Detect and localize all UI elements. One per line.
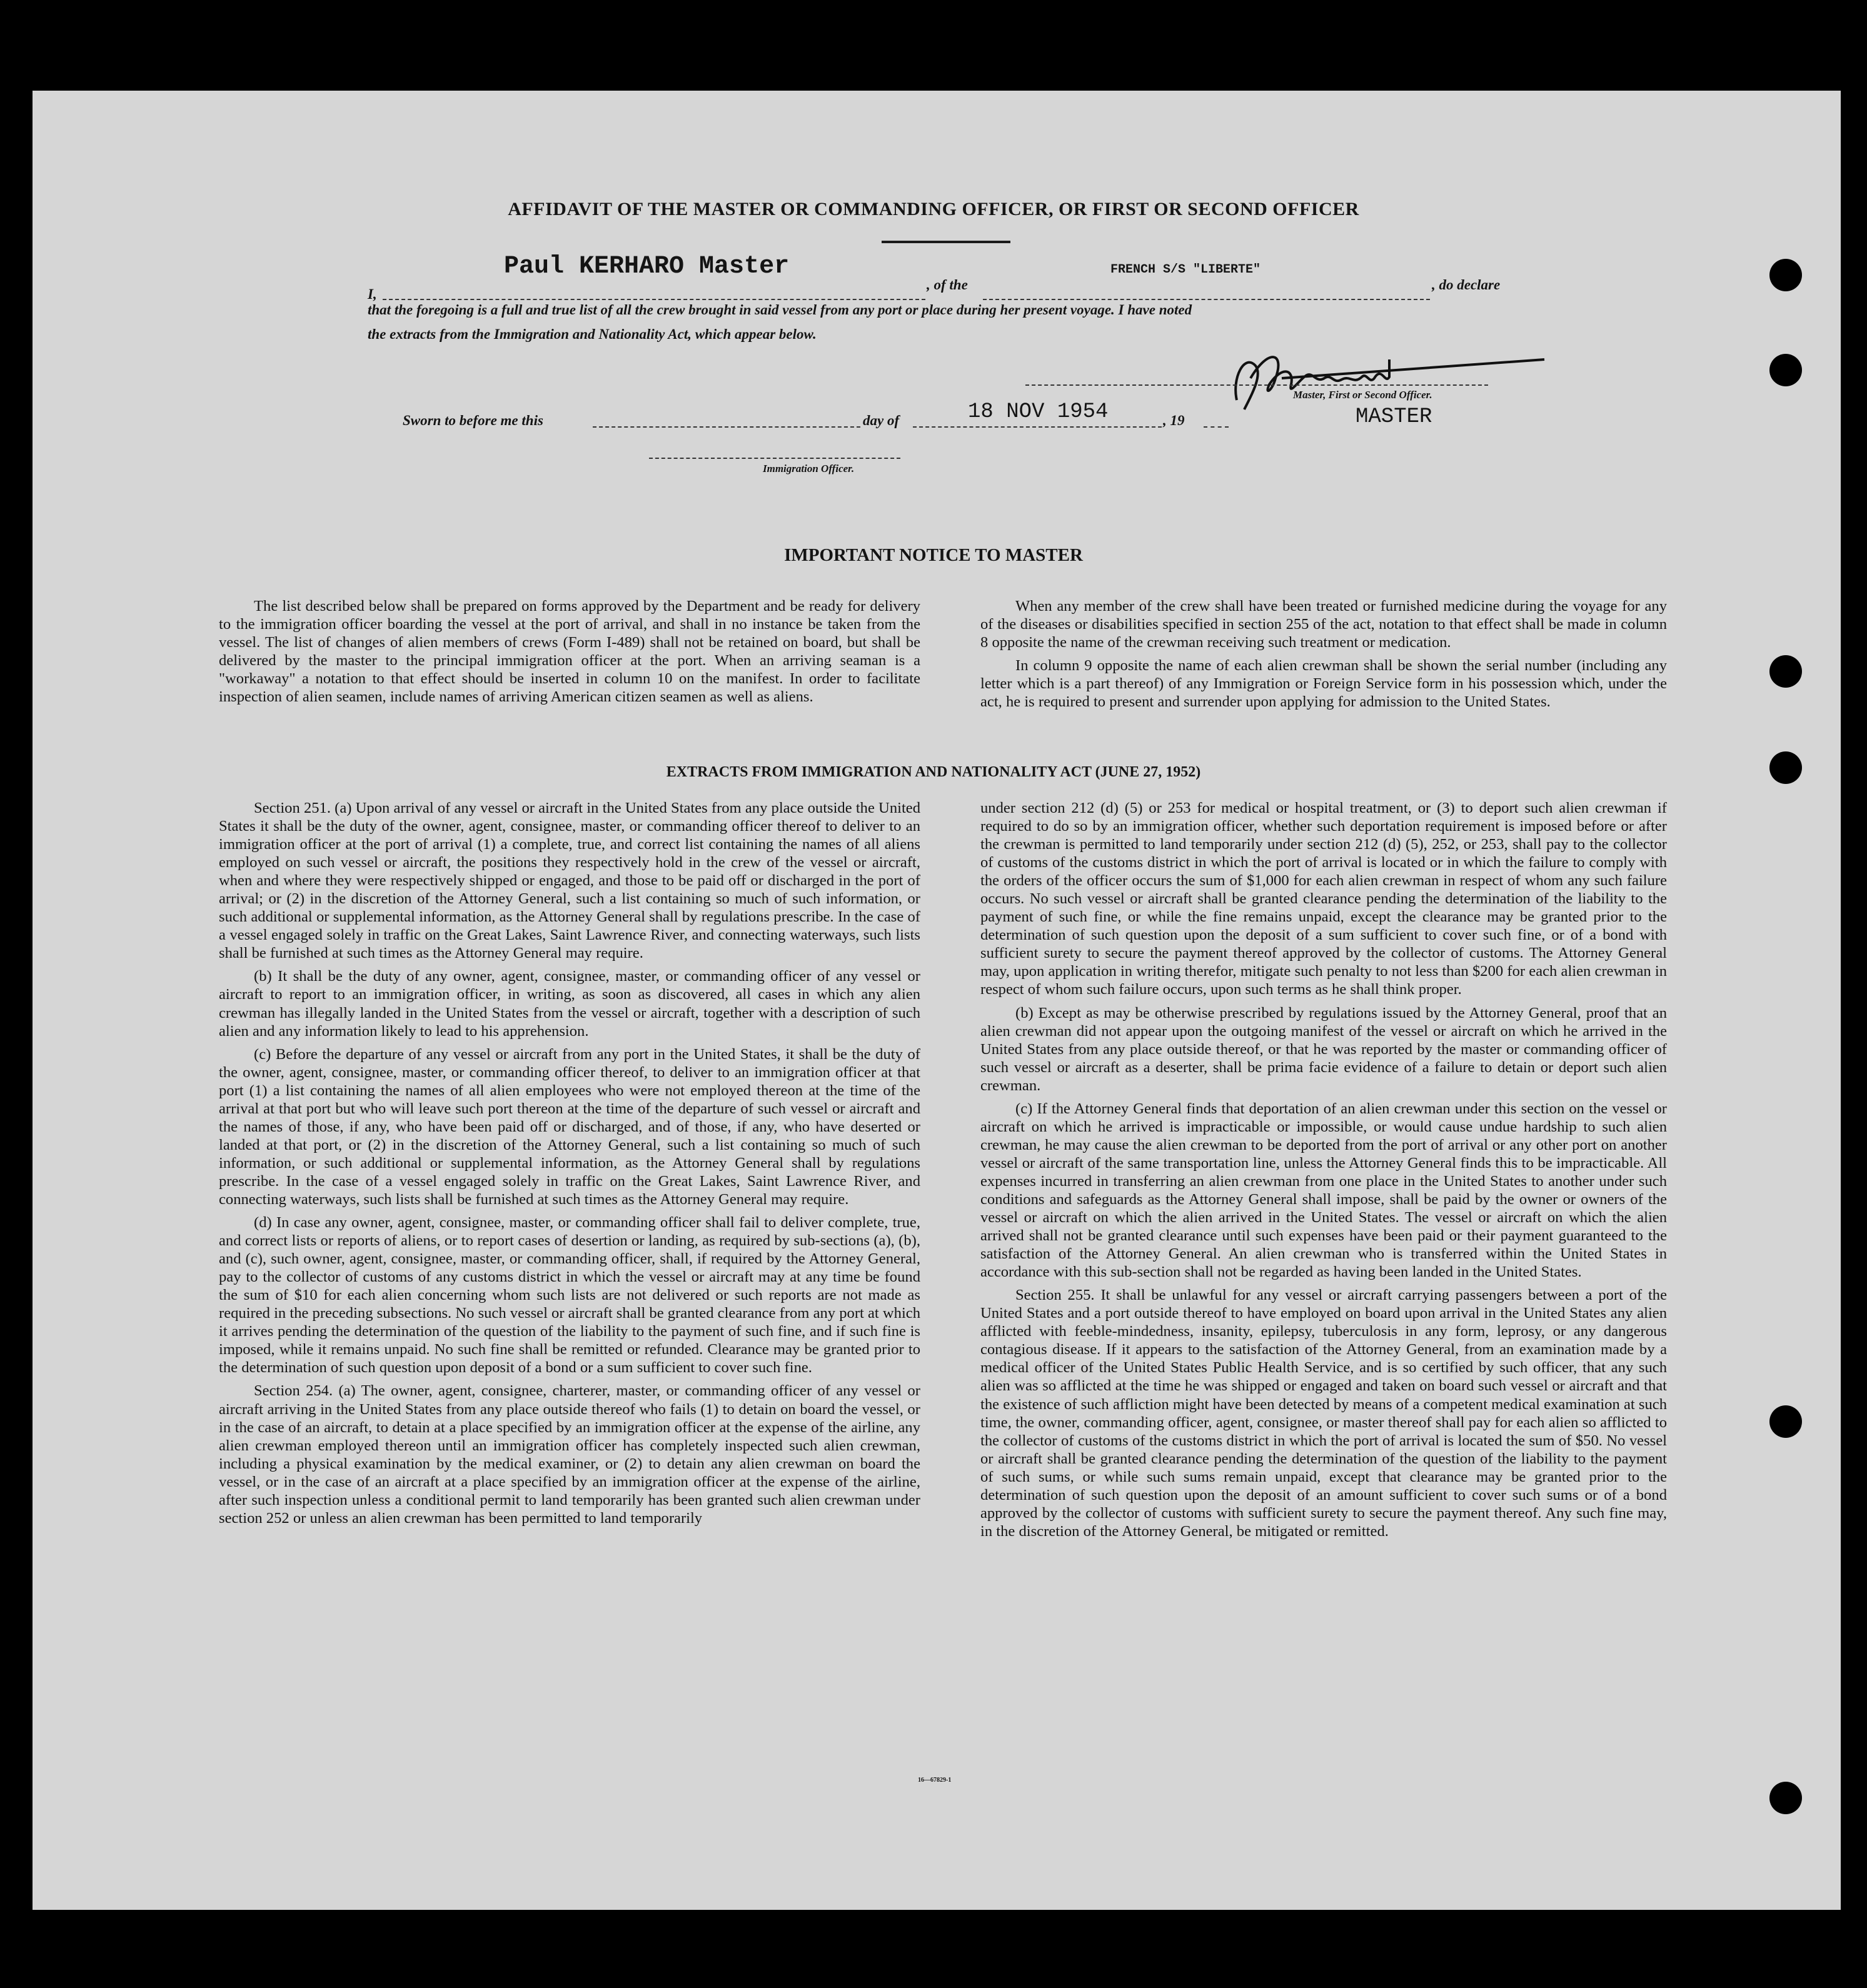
signature-caption: Master, First or Second Officer. [1293,389,1432,401]
declaration-line-2: the extracts from the Immigration and Nationality Act, which appear below. [368,326,817,342]
title-rule [882,241,1010,243]
extracts-left-column [219,799,920,1532]
sworn-day-line [593,426,860,428]
punch-hole [1769,354,1802,386]
vessel-typed: FRENCH S/S "LIBERTE" [1110,263,1261,277]
punch-hole [1769,1405,1802,1438]
section-251-c: (c) Before the departure of any vessel or aircraft from any port in the United States, it shall be the duty of the owner, agent, consignee, master, or commanding officer thereof, to deliver to an immigration officer at that port (1) a list containing the names of all alien employees who were not employed thereon at the time of the arrival at that port but who will leave such port thereon at the time of the departure of such vessel or aircraft and the names of those, if any, who have been paid off or discharged, and of those, if any, who have deserted or landed at that port, or (2) in the discretion of the Attorney General, such a list containing so much of such information, or such additional or supplemental information, as the Attorney General shall by regulations prescribe. In the case of a vessel engaged solely in traffic on the Great Lakes, Saint Lawrence River, and connecting waterways, such lists shall be furnished at such times as the Attorney General may require. [219,1045,920,1208]
i-label: I, [368,286,377,302]
do-declare-label: , do declare [1432,277,1501,293]
section-255: Section 255. It shall be unlawful for any vessel or aircraft carrying passengers between a port of the United States and a port outside thereof to have employed on board upon arrival in the United States any alien afflicted with feeble-mindedness, insanity, epilepsy, tuberculosis in any form, leprosy, or any dangerous contagious disease. If it appears to the satisfaction of the Attorney General, from an examination made by a medical officer of the United States Public Health Service, and is so certified by such officer, that any such alien was so afflicted at the time he was shipped or engaged and taken on board such vessel or aircraft and that the existence of such affliction might have been detected by means of a competent medical examination at such time, the owner, commanding officer, agent, consignee, or master thereof shall pay for each alien so afflicted to the collector of customs of the customs district in which the port of arrival is located the sum of $50. No vessel or aircraft shall be granted clearance pending the determination of the question of the liability to the payment of such sums, or while such sums remain unpaid, except that clearance may be granted prior to the determination of such question upon the deposit of an amount sufficient to cover such sums or of a bond approved by the collector of customs with sufficient surety to secure the payment thereof. Any such fine may, in the discretion of the Attorney General, be mitigated or remitted. [980,1287,1667,1540]
extracts-heading: EXTRACTS FROM IMMIGRATION AND NATIONALITY ACT (JUNE 27, 1952) [666,764,1201,780]
year-label: , 19 [1163,413,1185,428]
notice-right-column [980,597,1667,716]
notice-heading: IMPORTANT NOTICE TO MASTER [784,545,1083,565]
year-line [1204,426,1229,428]
section-251-a: Section 251. (a) Upon arrival of any vessel or aircraft in the United States from any place outside the United States it shall be the duty of the owner, agent, consignee, master, or commanding officer thereof to deliver to an immigration officer at the port of arrival (1) a complete, true, and correct list containing the names of all aliens employed on such vessel or aircraft, the positions they respectively hold in the crew of the vessel or aircraft, when and where they were respectively shipped or engaged, and those to be paid off or discharged in the port of arrival; or (2) in the discretion of the Attorney General, such a list containing so much of such information, or such additional or supplemental information, as the Attorney General shall by regulations prescribe. In the case of a vessel engaged solely in traffic on the Great Lakes, Saint Lawrence River, and connecting waterways, such lists shall be furnished at such times as the Attorney General may require. [219,800,920,962]
master-signature [1225,341,1551,416]
section-251-d: (d) In case any owner, agent, consignee, master, or commanding officer shall fail to deliver complete, true, and correct lists or reports of aliens, or to report cases of desertion or landing, as required by sub-sections (a), (b), and (c), such owner, agent, consignee, master, or commanding officer, shall, if required by the Attorney General, pay to the collector of customs of any customs district in which the vessel or aircraft may at any time be found the sum of $10 for each alien concerning whom such lists are not delivered or such reports are not made as required in the preceding subsections. No such vessel or aircraft shall be granted clearance from any port at which it arrives pending the determination of the question of the liability to the payment of such fine, and if such fine is imposed, while it remains unpaid. No such fine shall be remitted or refunded. Clearance may be granted prior to the determination of such question upon deposit of a bond or a sum sufficient to cover such fine. [219,1214,921,1377]
punch-hole [1769,259,1802,291]
vessel-line [983,299,1430,300]
sworn-month-line [913,426,1162,428]
form-code: 16—67829-1 [918,1777,952,1784]
punch-hole [1769,655,1802,688]
section-254-b: (b) Except as may be otherwise prescribed by regulations issued by the Attorney General, proof that an alien crewman did not appear upon the outgoing manifest of the vessel or aircraft on which he arrived in the United States from any place outside thereof, or that he was reported by the master or commanding officer of such vessel or aircraft as a deserter, shall be prima facie evidence of a failure to detain or deport such alien crewman. [980,1004,1667,1094]
immigration-officer-line [649,458,900,459]
notice-right-paragraph-2: In column 9 opposite the name of each alien crewman shall be shown the serial number (including any letter which is a part thereof) of any Immigration or Foreign Service form in his possession which, under the act, he is required to present and surrender upon applying for admission to the United States. [980,657,1667,711]
declaration-line-1: that the foregoing is a full and true list of all the crew brought in said vessel from any port or place during her present voyage. I have noted [368,302,1192,318]
section-254-a-continued: under section 212 (d) (5) or 253 for medical or hospital treatment, or (3) to deport such alien crewman if required to do so by an immigration officer, whether such deportation requirement is imposed before or after the crewman is permitted to land temporarily under section 212 (d) (5), 252, or 253, shall pay to the collector of customs of the customs district in which the port of arrival is located or in which the failure to comply with the orders of the officer occurs the sum of $1,000 for each alien crewman in respect of whom any such failure occurs. No such vessel or aircraft shall be granted clearance pending the determination of the liability to the payment of such fine, or while the fine remains unpaid, except the clearance may be granted prior to the determination of such question upon the deposit of a sum sufficient to cover such fine, or of a bond with sufficient surety to secure the payment thereof approved by the collector of customs. The Attorney General may, upon application in writing therefor, mitigate such penalty to not less than $200 for each alien crewman in respect of whom such failure occurs, upon such terms as he shall think proper. [980,800,1667,998]
notice-left-paragraph: The list described below shall be prepared on forms approved by the Department and be ready for delivery to the immigration officer boarding the vessel at the port of arrival, and shall in no instance be taken from the vessel. The list of changes of alien members of crews (Form I-489) shall not be retained on board, but shall be delivered by the master to the principal immigration officer at the port. When an arriving seaman is a "workaway" a notation to that effect should be inserted in column 10 on the manifest. In order to facilitate inspection of alien seamen, include names of arriving American citizen seamen as well as aliens. [219,598,920,706]
sworn-label: Sworn to before me this [403,413,543,428]
of-the-label: , of the [927,277,968,293]
immigration-officer-label: Immigration Officer. [763,463,855,474]
extracts-right-column [980,799,1667,1545]
section-254-a: Section 254. (a) The owner, agent, consignee, charterer, master, or commanding officer of any vessel or aircraft arriving in the United States from any place outside thereof who fails (1) to detain on board the vessel, or in the case of an aircraft, to detain at a place specified by an immigration officer at the expense of the airline, any alien crewman employed thereon until an immigration officer has completely inspected such alien crewman, including a physical examination by the medical examiner, or (2) to detain any alien crewman on board the vessel, or in the case of an aircraft at a place specified by an immigration officer at the expense of the airline, after such inspection unless a conditional permit to land temporarily has been granted such alien crewman under section 252 or unless an alien crewman has been permitted to land temporarily [219,1382,920,1527]
master-name-typed: Paul KERHARO Master [504,253,790,281]
section-254-c: (c) If the Attorney General finds that deportation of an alien crewman under this section on the vessel or aircraft on which he arrived is impracticable or impossible, or would cause undue hardship to such alien crewman, he may cause the alien crewman to be deported from the port of arrival or any other port on another vessel or aircraft of the same transportation line, unless the Attorney General finds this to be impracticable. All expenses incurred in transferring an alien crewman from one place in the United States to another under such conditions and safeguards as the Attorney General shall impose, shall be paid by the owner or owners of the vessel or aircraft on which the alien arrived in the United States. The vessel or aircraft on which the alien arrived shall not be granted clearance until such expenses have been paid or their payment guaranteed to the satisfaction of the Attorney General. An alien crewman who is transferred within the United States in accordance with this sub-section shall not be regarded as having been landed in the United States. [980,1100,1667,1281]
signature-line [1025,384,1488,386]
master-stamp: MASTER [1356,405,1432,429]
notice-right-paragraph-1: When any member of the crew shall have been treated or furnished medicine during the voyage for any of the diseases or disabilities specified in section 255 of the act, notation to that effect shall be made in column 8 opposite the name of the crewman receiving such treatment or medication. [980,598,1667,651]
punch-hole [1769,1782,1802,1814]
affidavit-title: AFFIDAVIT OF THE MASTER OR COMMANDING OFFICER, OR FIRST OR SECOND OFFICER [508,199,1359,219]
day-of-label: day of [863,413,900,428]
section-251-b: (b) It shall be the duty of any owner, agent, consignee, master, or commanding officer of any vessel or aircraft to report to an immigration officer, in writing, as soon as discovered, all cases in which any alien crewman has illegally landed in the United States from the vessel or aircraft, together with a description of such alien and any information likely to lead to his apprehension. [219,968,920,1040]
name-line [383,299,925,300]
notice-left-column [219,597,920,711]
date-stamp: 18 NOV 1954 [968,400,1109,424]
